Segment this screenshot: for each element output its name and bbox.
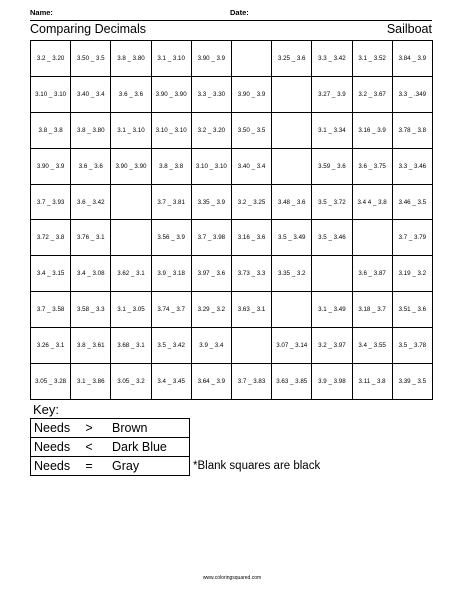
grid-cell: 3.7 _ 3.93 <box>31 184 71 220</box>
grid-cell: 3.19 _ 3.2 <box>392 256 432 292</box>
grid-cell: 3.2 _ 3.67 <box>352 76 392 112</box>
grid-cell: 3.68 _ 3.1 <box>111 328 151 364</box>
grid-cell <box>272 76 312 112</box>
color-key-table <box>30 418 190 476</box>
grid-cell: 3.76 _ 3.1 <box>71 220 111 256</box>
key-operator: = <box>85 459 93 473</box>
grid-cell: 3.39 _ 3.5 <box>392 364 432 400</box>
grid-cell: 3.7 _ 3.79 <box>392 220 432 256</box>
grid-row <box>31 220 433 256</box>
grid-cell: 3.5 _ 3.78 <box>392 328 432 364</box>
grid-cell: 3.63 _ 3.1 <box>231 292 271 328</box>
grid-cell: 3.5 _ 3.49 <box>272 220 312 256</box>
worksheet-header <box>30 6 432 21</box>
grid-cell: 3.1 _ 3.10 <box>151 41 191 77</box>
grid-cell: 3.8 _ 3.80 <box>111 41 151 77</box>
grid-cell: 3.48 _ 3.6 <box>272 184 312 220</box>
grid-cell: 3.05 _ 3.28 <box>31 364 71 400</box>
key-row <box>31 438 190 457</box>
grid-cell: 3.9 _ 3.18 <box>151 256 191 292</box>
grid-cell: 3.90 _ 3.9 <box>31 148 71 184</box>
grid-cell <box>231 41 271 77</box>
grid-cell: 3.40 _ 3.4 <box>71 76 111 112</box>
grid-cell: 3.6 _ 3.75 <box>352 148 392 184</box>
grid-cell: 3.1 _ 3.05 <box>111 292 151 328</box>
grid-cell: 3.97 _ 3.6 <box>191 256 231 292</box>
grid-cell: 3.18 _ 3.7 <box>352 292 392 328</box>
grid-cell: 3.50 _ 3.5 <box>71 41 111 77</box>
grid-cell: 3.27 _ 3.9 <box>312 76 352 112</box>
grid-cell: 3.6 _ 3.87 <box>352 256 392 292</box>
grid-cell: 3.4 _ 3.08 <box>71 256 111 292</box>
grid-cell: 3.7 _ 3.58 <box>31 292 71 328</box>
grid-cell: 3.73 _ 3.3 <box>231 256 271 292</box>
grid-cell: 3.7 _ 3.98 <box>191 220 231 256</box>
grid-row <box>31 112 433 148</box>
grid-cell: 3.2 _ 3.97 <box>312 328 352 364</box>
picture-name: Sailboat <box>386 22 432 36</box>
grid-cell: 3.3 _ .349 <box>392 76 432 112</box>
grid-cell: 3.50 _ 3.5 <box>231 112 271 148</box>
page-title: Comparing Decimals <box>30 22 147 36</box>
grid-cell <box>352 220 392 256</box>
grid-cell: 3.90 _ 3.90 <box>151 76 191 112</box>
grid-cell: 3.07 _ 3.14 <box>272 328 312 364</box>
grid-cell <box>272 112 312 148</box>
key-color: Gray <box>112 459 140 473</box>
grid-cell: 3.2 _ 3.20 <box>191 112 231 148</box>
key-label: Key: <box>33 402 60 417</box>
grid-cell: 3.46 _ 3.5 <box>392 184 432 220</box>
grid-cell: 3.90 _ 3.90 <box>111 148 151 184</box>
date-label: Date: <box>230 8 249 17</box>
grid-cell: 3.6 _ 3.42 <box>71 184 111 220</box>
grid-cell: 3.8 _ 3.8 <box>151 148 191 184</box>
grid-cell: 3.72 _ 3.8 <box>31 220 71 256</box>
grid-cell: 3.3 _ 3.42 <box>312 41 352 77</box>
grid-cell: 3.8 _ 3.80 <box>71 112 111 148</box>
key-needs: Needs <box>34 459 71 473</box>
grid-row <box>31 148 433 184</box>
grid-cell: 3.1 _ 3.10 <box>111 112 151 148</box>
grid-cell: 3.56 _ 3.9 <box>151 220 191 256</box>
worksheet-title <box>30 22 432 38</box>
key-needs: Needs <box>34 421 71 435</box>
grid-cell: 3.64 _ 3.9 <box>191 364 231 400</box>
grid-cell: 3.10 _ 3.10 <box>31 76 71 112</box>
comparison-grid <box>30 40 433 400</box>
grid-cell: 3.10 _ 3.10 <box>191 148 231 184</box>
key-needs: Needs <box>34 440 71 454</box>
grid-cell: 3.9 _ 3.4 <box>191 328 231 364</box>
grid-row <box>31 41 433 77</box>
grid-cell <box>231 328 271 364</box>
grid-cell: 3.8 _ 3.8 <box>31 112 71 148</box>
grid-cell <box>312 256 352 292</box>
grid-cell: 3.6 _ 3.6 <box>71 148 111 184</box>
footer-url: www.coloringsquared.com <box>202 575 262 581</box>
key-color: Dark Blue <box>112 440 167 454</box>
grid-cell: 3.9 _ 3.98 <box>312 364 352 400</box>
grid-row <box>31 292 433 328</box>
grid-cell: 3.2 _ 3.25 <box>231 184 271 220</box>
grid-cell: 3.1 _ 3.86 <box>71 364 111 400</box>
grid-cell: 3.35 _ 3.9 <box>191 184 231 220</box>
grid-cell: 3.1 _ 3.34 <box>312 112 352 148</box>
grid-cell: 3.1 _ 3.49 <box>312 292 352 328</box>
grid-cell <box>111 220 151 256</box>
name-label: Name: <box>30 8 53 17</box>
grid-cell: 3.78 _ 3.8 <box>392 112 432 148</box>
grid-cell: 3.90 _ 3.9 <box>191 41 231 77</box>
grid-cell: 3.62 _ 3.1 <box>111 256 151 292</box>
grid-cell: 3.40 _ 3.4 <box>231 148 271 184</box>
grid-cell: 3.7 _ 3.83 <box>231 364 271 400</box>
grid-cell: 3.11 _ 3.8 <box>352 364 392 400</box>
grid-cell: 3.4 _ 3.15 <box>31 256 71 292</box>
grid-cell <box>272 292 312 328</box>
grid-cell: 3.90 _ 3.9 <box>231 76 271 112</box>
key-operator: > <box>85 421 93 435</box>
grid-cell: 3.84 _ 3.9 <box>392 41 432 77</box>
grid-cell: 3.3 _ 3.30 <box>191 76 231 112</box>
grid-row <box>31 76 433 112</box>
grid-cell: 3.5 _ 3.46 <box>312 220 352 256</box>
key-operator: < <box>85 440 93 454</box>
grid-cell: 3.35 _ 3.2 <box>272 256 312 292</box>
grid-cell: 3.63 _ 3.85 <box>272 364 312 400</box>
grid-cell: 3.16 _ 3.6 <box>231 220 271 256</box>
grid-cell: 3.16 _ 3.9 <box>352 112 392 148</box>
grid-cell: 3.4 _ 3.45 <box>151 364 191 400</box>
grid-cell: 3.6 _ 3.6 <box>111 76 151 112</box>
grid-cell: 3.5 _ 3.72 <box>312 184 352 220</box>
grid-row <box>31 184 433 220</box>
grid-cell: 3.8 _ 3.61 <box>71 328 111 364</box>
grid-cell <box>272 148 312 184</box>
grid-cell: 3.74 _ 3.7 <box>151 292 191 328</box>
grid-cell: 3.51 _ 3.6 <box>392 292 432 328</box>
key-row <box>31 457 190 476</box>
grid-cell: 3.26 _ 3.1 <box>31 328 71 364</box>
key-color: Brown <box>112 421 148 435</box>
key-row <box>31 419 190 438</box>
grid-cell: 3.5 _ 3.42 <box>151 328 191 364</box>
grid-cell: 3.25 _ 3.6 <box>272 41 312 77</box>
grid-row <box>31 364 433 400</box>
grid-cell: 3.4 4 _ 3.8 <box>352 184 392 220</box>
grid-row <box>31 328 433 364</box>
grid-cell: 3.2 _ 3.20 <box>31 41 71 77</box>
grid-cell: 3.58 _ 3.3 <box>71 292 111 328</box>
grid-cell: 3.1 _ 3.52 <box>352 41 392 77</box>
grid-cell: 3.59 _ 3.6 <box>312 148 352 184</box>
grid-row <box>31 256 433 292</box>
grid-cell: 3.7 _ 3.81 <box>151 184 191 220</box>
grid-cell <box>111 184 151 220</box>
grid-cell: 3.10 _ 3.10 <box>151 112 191 148</box>
grid-cell: 3.3 _ 3.46 <box>392 148 432 184</box>
grid-cell: 3.05 _ 3.2 <box>111 364 151 400</box>
blank-squares-note: *Blank squares are black <box>193 460 321 472</box>
grid-cell: 3.29 _ 3.2 <box>191 292 231 328</box>
grid-cell: 3.4 _ 3.55 <box>352 328 392 364</box>
